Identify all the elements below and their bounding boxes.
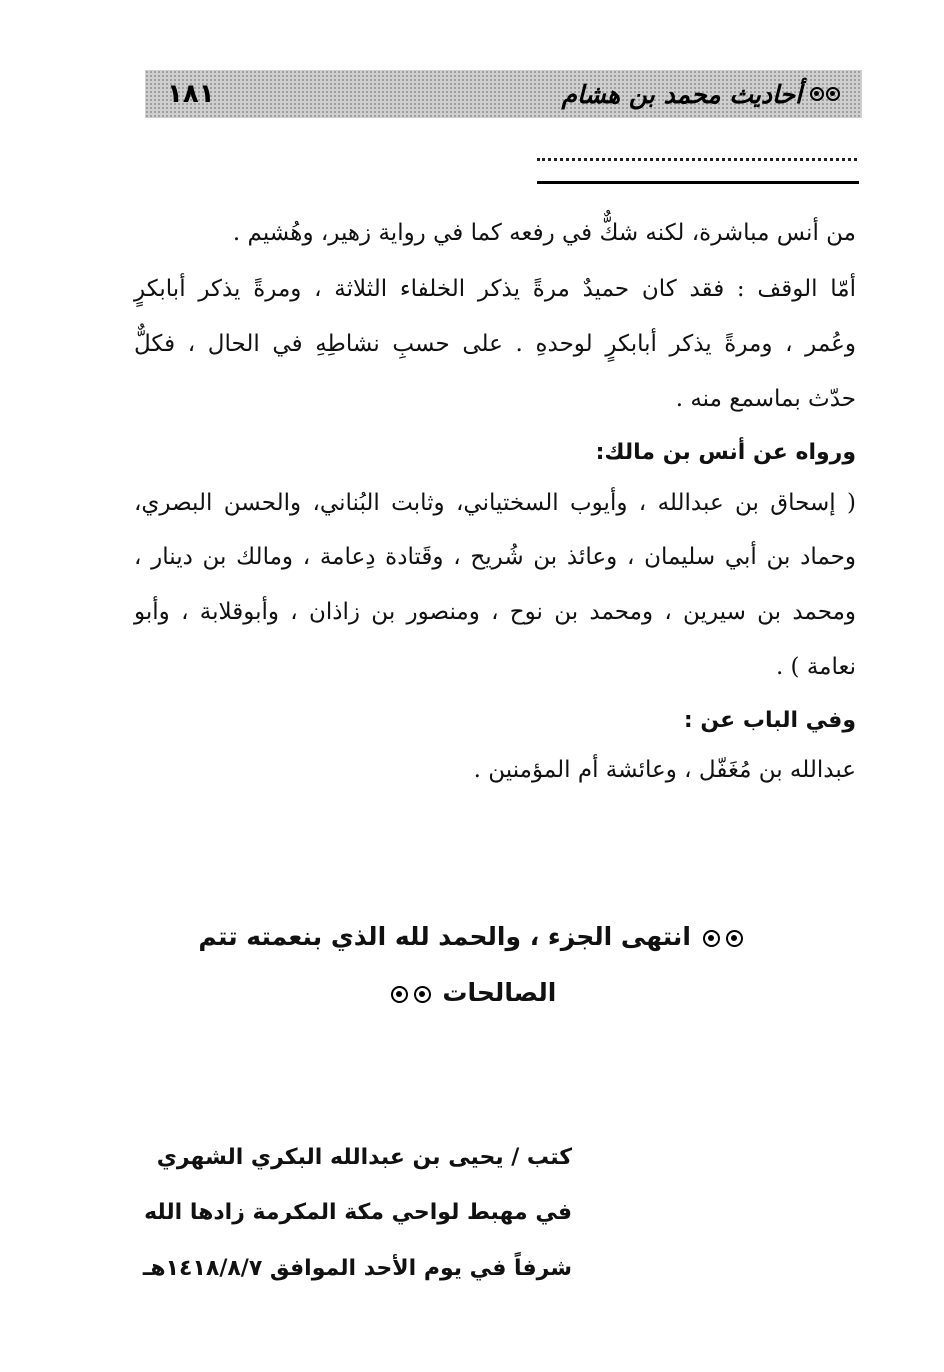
closing-text-1: انتهى الجزء ، والحمد لله الذي بنعمته تتم — [198, 922, 691, 951]
book-title: أحاديث محمد بن هشام — [561, 79, 802, 109]
dotted-divider — [537, 158, 857, 161]
ornament-icon — [810, 87, 840, 101]
paragraph-line: وعُمر ، ومرةً يذكر أبابكرٍ لوحدهِ . على حسبِ نشاطِهِ في الحال ، فكلٌّ — [134, 331, 856, 357]
running-header-title — [562, 80, 840, 109]
closing-line-2 — [0, 978, 944, 1007]
page-number: ١٨١ — [167, 79, 215, 109]
ornament-icon — [703, 930, 720, 947]
ornament-icon — [391, 986, 408, 1003]
paragraph-line: أمّا الوقف : فقد كان حميدٌ مرةً يذكر الخلفاء الثلاثة ، ومرةً يذكر أبابكرٍ — [134, 276, 856, 302]
section-heading-related: وفي الباب عن : — [683, 708, 856, 733]
closing-line-1 — [0, 922, 944, 951]
paragraph-line: ومحمد بن سيرين ، ومحمد بن نوح ، ومنصور بن زاذان ، وأبوقلابة ، وأبو — [134, 599, 856, 625]
running-header — [145, 70, 862, 118]
paragraph-line: حدّث بماسمع منه . — [675, 386, 856, 412]
ornament-icon — [414, 986, 431, 1003]
colophon-line: في مهبط لواحي مكة المكرمة زادها الله — [144, 1200, 572, 1225]
paragraph-line: نعامة ) . — [775, 654, 856, 680]
paragraph-line: من أنس مباشرة، لكنه شكٌّ في رفعه كما في رواية زهير، وهُشيم . — [232, 220, 856, 246]
ornament-icon — [726, 930, 743, 947]
section-heading-narrators: ورواه عن أنس بن مالك: — [595, 440, 856, 465]
paragraph-line: عبدالله بن مُغَفّل ، وعائشة أم المؤمنين . — [473, 757, 856, 783]
closing-text-2: الصالحات — [442, 978, 557, 1007]
colophon-line: كتب / يحيى بن عبدالله البكري الشهري — [156, 1145, 572, 1170]
footnote-divider — [537, 181, 859, 184]
colophon-line: شرفاً في يوم الأحد الموافق ١٤١٨/٨/٧هـ — [142, 1256, 572, 1281]
paragraph-line: ( إسحاق بن عبدالله ، وأيوب السختياني، وثابت البُناني، والحسن البصري، — [134, 490, 856, 516]
paragraph-line: وحماد بن أبي سليمان ، وعائذ بن شُريح ، وقَتادة دِعامة ، ومالك بن دينار ، — [134, 544, 856, 570]
